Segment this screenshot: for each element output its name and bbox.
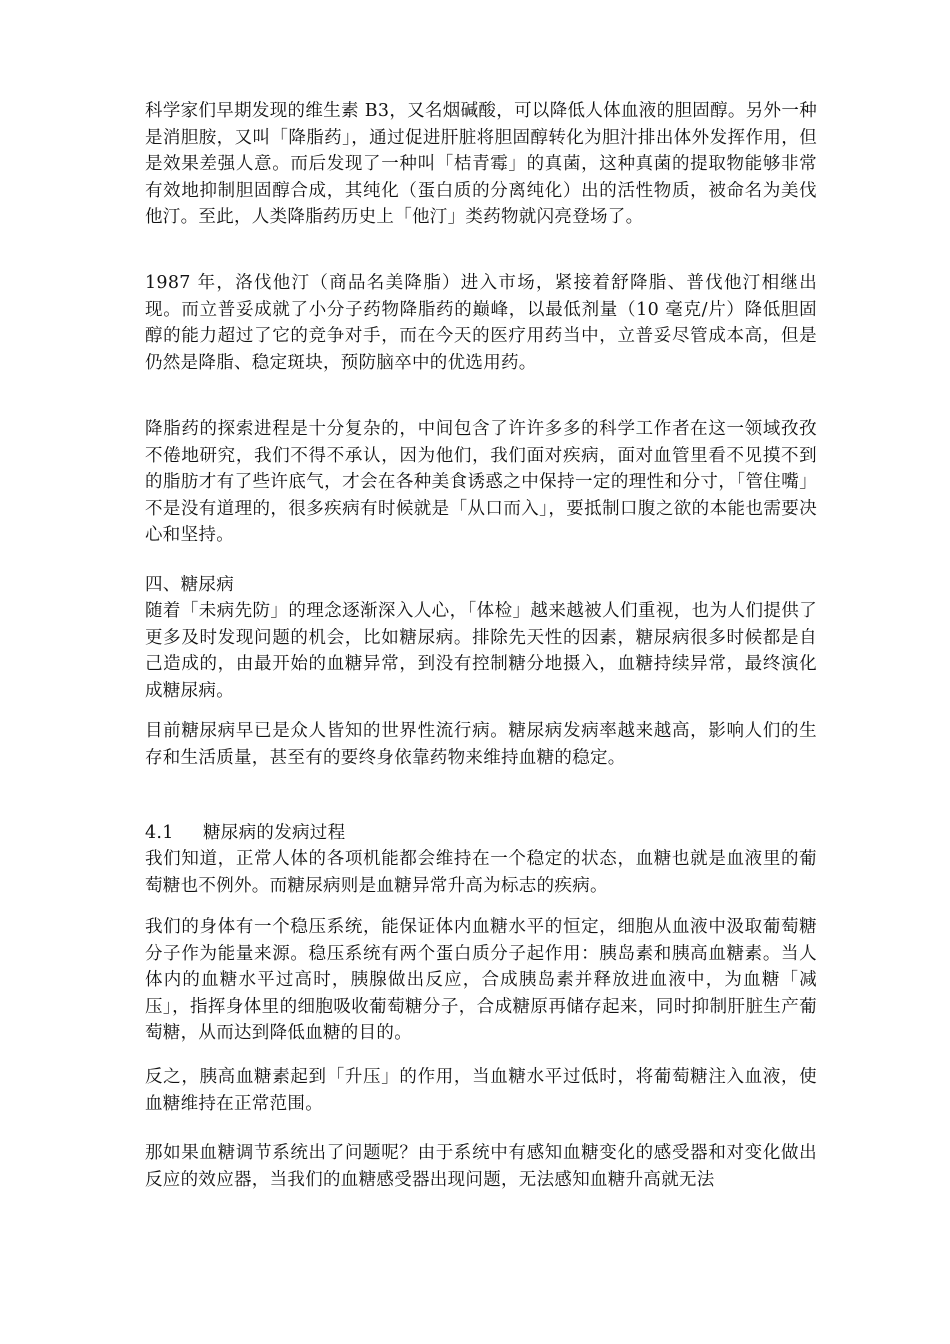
subsection-number: 4.1 [145, 823, 174, 843]
paragraph-vitamin-b3-history: 科学家们早期发现的维生素 B3，又名烟碱酸，可以降低人体血液的胆固醇。另外一种是消胆胺，又叫「降脂药」，通过促进肝脏将胆固醇转化为胆汁排出体外发挥作用，但是效果差强人意。而后发现了一种叫「桔青霉」的真菌，这种真菌的提取物能够非常有效地抑制胆固醇合成，其纯化（蛋白质的分离纯化）出的活性物质，被命名为美伐他汀。至此，人类降脂药历史上「他汀」类药物就闪亮登场了。 [145, 101, 817, 227]
subsection-heading-4-1 [145, 820, 345, 847]
paragraph-lipid-drug-exploration: 降脂药的探索进程是十分复杂的，中间包含了许许多多的科学工作者在这一领域孜孜不倦地研究，我们不得不承认，因为他们，我们面对疾病，面对血管里看不见摸不到的脂肪才有了些许底气，才会在各种美食诱惑之中保持一定的理性和分寸，「管住嘴」不是没有道理的，很多疾病有时候就是「从口而入」，要抵制口腹之欲的本能也需要决心和坚持。 [145, 419, 817, 545]
paragraph-system-failure: 那如果血糖调节系统出了问题呢？由于系统中有感知血糖变化的感受器和对变化做出反应的效应器，当我们的血糖感受器出现问题，无法感知血糖升高就无法 [145, 1143, 817, 1190]
paragraph-lovastatin-1987: 1987 年，洛伐他汀（商品名美降脂）进入市场，紧接着舒降脂、普伐他汀相继出现。而立普妥成就了小分子药物降脂药的巅峰，以最低剂量（10 毫克/片）降低胆固醇的能力超过了它的竞争对手，而在今天的医疗用药当中，立普妥尽管成本高，但是仍然是降脂、稳定斑块，预防脑卒中的优选用药。 [145, 273, 817, 373]
paragraph-regulation-system: 我们的身体有一个稳压系统，能保证体内血糖水平的恒定，细胞从血液中汲取葡萄糖分子作为能量来源。稳压系统有两个蛋白质分子起作用：胰岛素和胰高血糖素。当人体内的血糖水平过高时，胰腺做出反应，合成胰岛素并释放进血液中，为血糖「减压」，指挥身体里的细胞吸收葡萄糖分子，合成糖原再储存起来，同时抑制肝脏生产葡萄糖，从而达到降低血糖的目的。 [145, 917, 817, 1043]
section-heading-diabetes: 四、糖尿病 [145, 575, 234, 595]
subsection-title: 糖尿病的发病过程 [203, 823, 346, 843]
paragraph-diabetes-intro: 随着「未病先防」的理念逐渐深入人心，「体检」越来越被人们重视，也为人们提供了更多及时发现问题的机会，比如糖尿病。排除先天性的因素，糖尿病很多时候都是自己造成的，由最开始的血糖异常，到没有控制糖分地摄入，血糖持续异常，最终演化成糖尿病。 [145, 601, 817, 701]
paragraph-diabetes-epidemic: 目前糖尿病早已是众人皆知的世界性流行病。糖尿病发病率越来越高，影响人们的生存和生活质量，甚至有的要终身依靠药物来维持血糖的稳定。 [145, 721, 817, 768]
paragraph-glucagon: 反之，胰高血糖素起到「升压」的作用，当血糖水平过低时，将葡萄糖注入血液，使血糖维持在正常范围。 [145, 1067, 817, 1114]
paragraph-blood-sugar-stable: 我们知道，正常人体的各项机能都会维持在一个稳定的状态，血糖也就是血液里的葡萄糖也不例外。而糖尿病则是血糖异常升高为标志的疾病。 [145, 849, 817, 896]
